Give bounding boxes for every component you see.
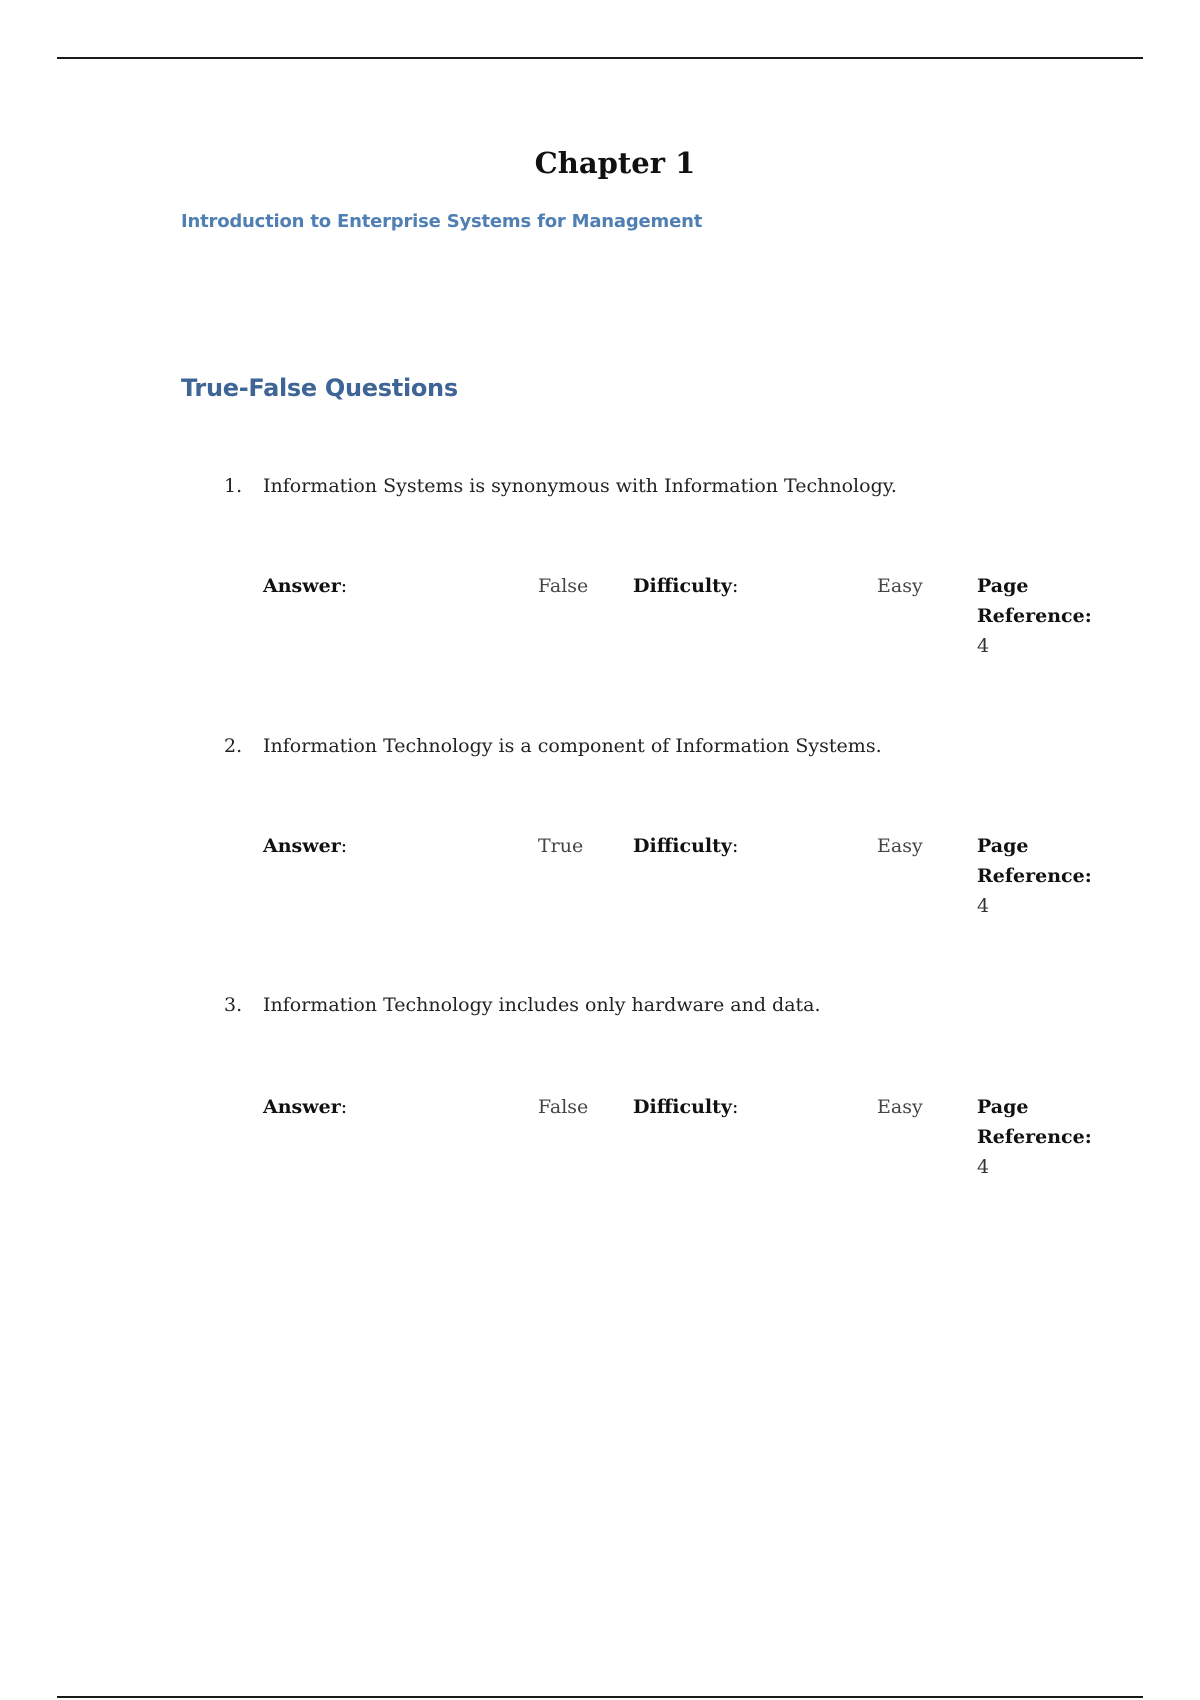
section-heading: True-False Questions [181,374,458,402]
answer-value: False [538,1096,589,1118]
difficulty-label: Difficulty: [633,835,739,857]
page-reference [977,571,1117,661]
page-reference-value: 4 [977,1156,990,1178]
answer-label: Answer: [263,835,348,857]
answer-value: False [538,575,589,597]
answer-label: Answer: [263,1096,348,1118]
answer-value: True [538,835,584,857]
chapter-subtitle: Introduction to Enterprise Systems for Management [181,211,703,232]
question-number: 2. [224,735,243,757]
chapter-title: Chapter 1 [534,146,696,180]
difficulty-label: Difficulty: [633,1096,739,1118]
header-rule [57,57,1143,59]
page-reference-label-line1: Page [977,1096,1029,1118]
page-reference-label-line1: Page [977,835,1029,857]
question-number: 1. [224,475,243,497]
footer-rule [57,1696,1143,1698]
page-reference-label-line2: Reference: [977,1126,1092,1148]
page-reference-value: 4 [977,635,990,657]
difficulty-value: Easy [877,1096,923,1118]
question-text: Information Technology is a component of Information Systems. [263,735,882,757]
question-text: Information Technology includes only hardware and data. [263,994,821,1016]
difficulty-value: Easy [877,835,923,857]
page-reference [977,831,1117,921]
page-reference [977,1092,1117,1182]
question-number: 3. [224,994,243,1016]
difficulty-label: Difficulty: [633,575,739,597]
page-reference-label-line2: Reference: [977,865,1092,887]
page-reference-label-line2: Reference: [977,605,1092,627]
difficulty-value: Easy [877,575,923,597]
answer-label: Answer: [263,575,348,597]
question-text: Information Systems is synonymous with Information Technology. [263,475,897,497]
page-reference-label-line1: Page [977,575,1029,597]
page-reference-value: 4 [977,895,990,917]
